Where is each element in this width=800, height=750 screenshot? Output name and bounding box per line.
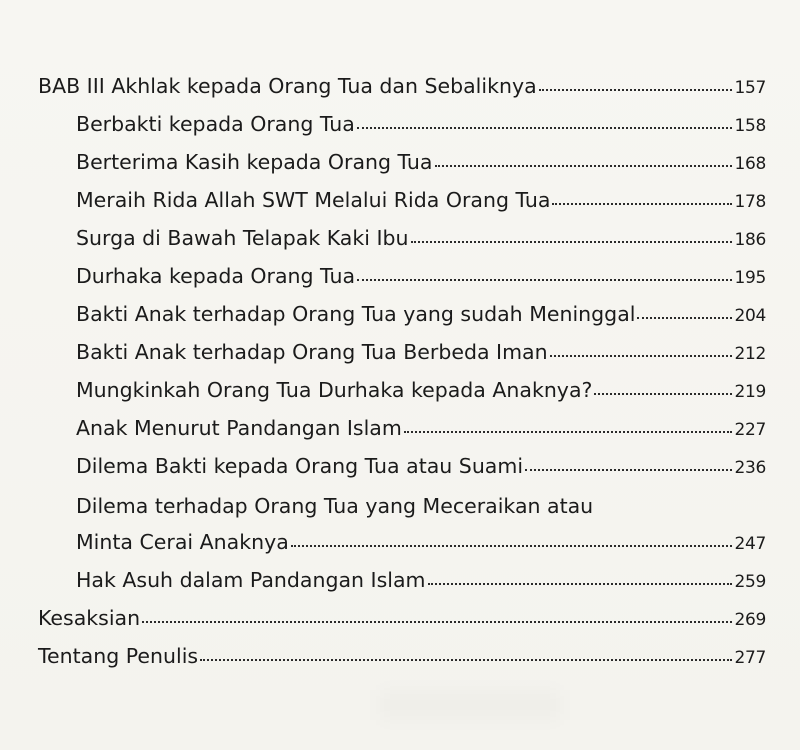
dot-leader <box>411 241 733 243</box>
toc-back-matter-entry <box>38 646 766 667</box>
toc-entry <box>76 114 766 135</box>
toc-entry <box>76 532 766 553</box>
toc-page-number: 259 <box>734 572 766 592</box>
dot-leader <box>142 621 732 623</box>
toc-page-number: 247 <box>734 534 766 554</box>
toc-entry <box>76 570 766 591</box>
dot-leader <box>357 279 732 281</box>
dot-leader <box>200 659 732 661</box>
toc-page-number: 236 <box>734 458 766 478</box>
dot-leader <box>637 317 732 319</box>
toc-entry <box>76 380 766 401</box>
toc-entry-title: Mungkinkah Orang Tua Durhaka kepada Anaknya? <box>76 378 593 402</box>
toc-entry-title: Dilema Bakti kepada Orang Tua atau Suami <box>76 454 524 478</box>
toc-entry-title: Kesaksian <box>38 606 141 630</box>
toc-page-number: 204 <box>734 306 766 326</box>
toc-entry-title: Anak Menurut Pandangan Islam <box>76 416 402 440</box>
toc-back-matter-entry <box>38 608 766 629</box>
dot-leader <box>550 355 733 357</box>
toc-entry-title: Bakti Anak terhadap Orang Tua yang sudah Meninggal <box>76 302 636 326</box>
dot-leader <box>404 431 733 433</box>
toc-page-number: 195 <box>734 268 766 288</box>
paper-shadow <box>380 690 560 720</box>
toc-entry-title: Meraih Rida Allah SWT Melalui Rida Orang Tua <box>76 188 551 212</box>
toc-page-number: 186 <box>734 230 766 250</box>
toc-page-number: 168 <box>734 154 766 174</box>
toc-page-number: 277 <box>734 648 766 668</box>
toc-entry <box>76 228 766 249</box>
toc-entry-title-continued: Dilema terhadap Orang Tua yang Meceraikan atau <box>76 494 594 518</box>
toc-entry-title: Hak Asuh dalam Pandangan Islam <box>76 568 426 592</box>
toc-entry <box>76 190 766 211</box>
toc-chapter-title: BAB III Akhlak kepada Orang Tua dan Sebaliknya <box>38 74 537 98</box>
toc-page-number: 219 <box>734 382 766 402</box>
toc-entry-title: Surga di Bawah Telapak Kaki Ibu <box>76 226 409 250</box>
toc-entry <box>76 152 766 173</box>
toc-entry <box>76 304 766 325</box>
toc-entry <box>76 266 766 287</box>
dot-leader <box>552 203 732 205</box>
dot-leader <box>428 583 733 585</box>
toc-entry <box>76 418 766 439</box>
dot-leader <box>594 393 732 395</box>
toc-entry-title: Minta Cerai Anaknya <box>76 530 289 554</box>
toc-entry <box>76 342 766 363</box>
toc-entry-title: Berbakti kepada Orang Tua <box>76 112 355 136</box>
toc-chapter-entry <box>38 76 766 97</box>
toc-page-number: 178 <box>734 192 766 212</box>
toc-page-number: 227 <box>734 420 766 440</box>
dot-leader <box>539 89 733 91</box>
dot-leader <box>525 469 732 471</box>
toc-entry <box>76 456 766 477</box>
toc-entry-title: Bakti Anak terhadap Orang Tua Berbeda Iman <box>76 340 548 364</box>
toc-page-number: 157 <box>734 78 766 98</box>
toc-entry-title: Tentang Penulis <box>38 644 199 668</box>
toc-entry-title: Berterima Kasih kepada Orang Tua <box>76 150 433 174</box>
toc-page-number: 269 <box>734 610 766 630</box>
dot-leader <box>357 127 733 129</box>
dot-leader <box>435 165 733 167</box>
toc-page-number: 158 <box>734 116 766 136</box>
dot-leader <box>291 545 733 547</box>
toc-entry-title: Durhaka kepada Orang Tua <box>76 264 356 288</box>
toc-page-number: 212 <box>734 344 766 364</box>
